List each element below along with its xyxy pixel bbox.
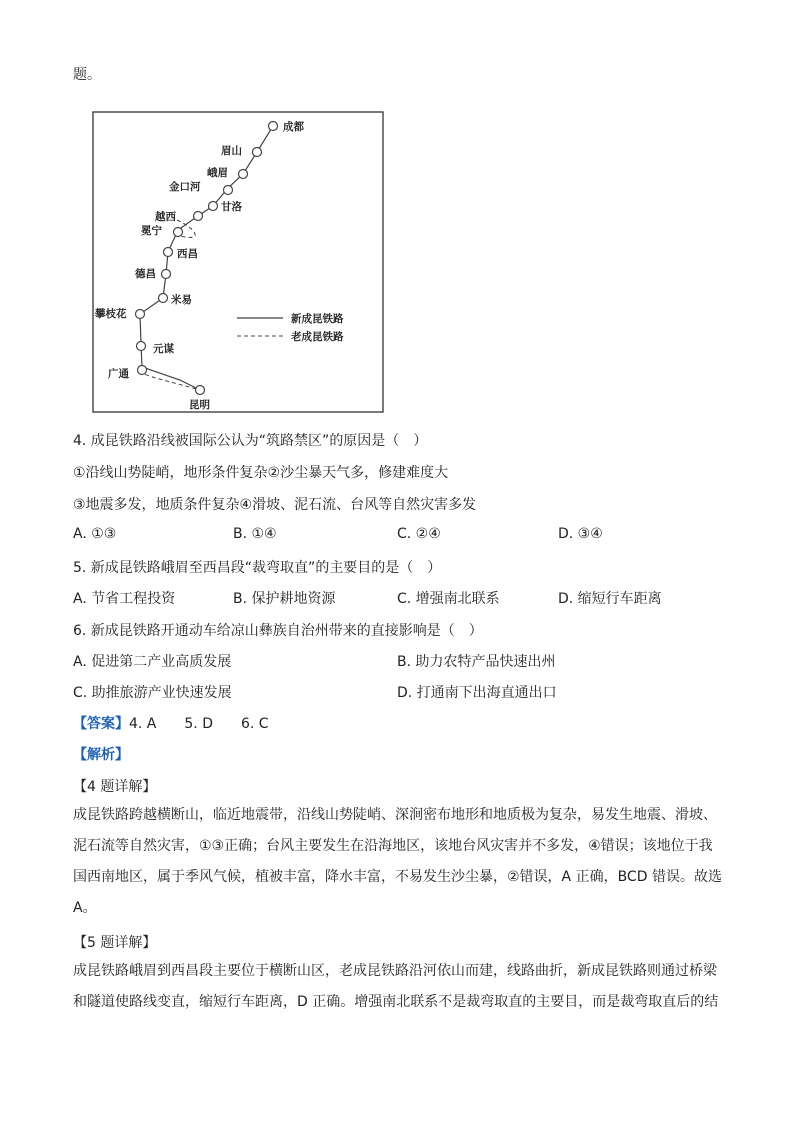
q5-option-a: A. 节省工程投资 xyxy=(73,591,176,607)
q6-option-a: A. 促进第二产业高质发展 xyxy=(73,654,232,670)
detail5-title: 【5 题详解】 xyxy=(73,935,157,951)
svg-text:眉山: 眉山 xyxy=(221,145,242,157)
svg-text:冕宁: 冕宁 xyxy=(141,225,162,237)
q6-option-c: C. 助推旅游产业快速发展 xyxy=(73,685,232,701)
svg-text:昆明: 昆明 xyxy=(189,399,210,411)
svg-text:越西: 越西 xyxy=(155,211,176,223)
q5-option-c: C. 增强南北联系 xyxy=(397,591,500,607)
svg-text:广通: 广通 xyxy=(108,368,129,380)
q5-option-b: B. 保护耕地资源 xyxy=(233,591,336,607)
q6-option-d: D. 打通南下出海直通出口 xyxy=(397,685,557,701)
analysis-label: 【解析】 xyxy=(73,747,129,763)
detail4-title: 【4 题详解】 xyxy=(73,779,157,795)
detail5-body: 成昆铁路峨眉到西昌段主要位于横断山区，老成昆铁路沿河依山而建，线路曲折，新成昆铁路则通过桥梁和隧道使路线变直，缩短行车距离，D 正确。增强南北联系不是裁弯取直的主要目，而是裁弯取直后的结 xyxy=(73,963,719,1010)
svg-text:金口河: 金口河 xyxy=(169,181,201,193)
answer-line xyxy=(73,713,269,733)
answer-text: 4. A 5. D 6. C xyxy=(129,716,269,732)
q5-stem: 5. 新成昆铁路峨眉至西昌段“裁弯取直”的主要目的是（ ） xyxy=(73,560,442,576)
q4-option-b: B. ①④ xyxy=(233,526,277,542)
detail4-body: 成昆铁路跨越横断山，临近地震带，沿线山势陡峭、深涧密布地形和地质极为复杂，易发生地震、滑坡、泥石流等自然灾害，①③正确；台风主要发生在沿海地区，该地台风灾害并不多发，④错误；该地位于我国西南地区，属于季风气候，植被丰富，降水丰富，不易发生沙尘暴，②错误，A 正确，BCD 错误。故选 A。 xyxy=(73,807,722,916)
svg-text:元谋: 元谋 xyxy=(153,343,174,355)
q4-statements-1: ①沿线山势陡峭，地形条件复杂②沙尘暴天气多，修建难度大 xyxy=(73,465,449,481)
station-emei xyxy=(207,166,248,179)
svg-text:米易: 米易 xyxy=(171,294,192,306)
q5-option-d: D. 缩短行车距离 xyxy=(558,591,662,607)
svg-text:西昌: 西昌 xyxy=(177,248,198,260)
svg-text:甘洛: 甘洛 xyxy=(221,201,242,213)
legend-new: 新成昆铁路 xyxy=(291,313,344,325)
q6-option-b: B. 助力农特产品快速出州 xyxy=(397,654,556,670)
legend-old: 老成昆铁路 xyxy=(291,331,344,343)
station-guangtong xyxy=(108,366,147,381)
svg-text:成都: 成都 xyxy=(283,121,304,133)
map-legend xyxy=(237,312,344,343)
station-yuanmou xyxy=(137,342,175,356)
station-mianning xyxy=(141,224,183,237)
q6-stem: 6. 新成昆铁路开通动车给凉山彝族自治州带来的直接影响是（ ） xyxy=(73,623,483,639)
svg-text:攀枝花: 攀枝花 xyxy=(95,308,127,320)
station-panzhihua xyxy=(94,307,145,320)
station-dechang xyxy=(135,267,171,280)
q4-option-a: A. ①③ xyxy=(73,526,117,542)
q4-stem: 4. 成昆铁路沿线被国际公认为“筑路禁区”的原因是（ ） xyxy=(73,433,428,449)
station-xichang xyxy=(164,247,199,260)
map-frame xyxy=(93,112,383,412)
svg-text:峨眉: 峨眉 xyxy=(207,167,228,179)
q4-option-c: C. ②④ xyxy=(397,526,441,542)
station-jinkouhe xyxy=(169,180,233,195)
q4-option-d: D. ③④ xyxy=(558,526,603,542)
station-meishan xyxy=(221,144,262,157)
station-ganluo xyxy=(209,200,243,213)
top-fragment: 题。 xyxy=(73,67,101,83)
q4-statements-2: ③地震多发，地质条件复杂④滑坡、泥石流、台风等自然灾害多发 xyxy=(73,497,477,513)
svg-text:德昌: 德昌 xyxy=(135,268,156,280)
station-chengdu xyxy=(269,120,305,133)
railway-map xyxy=(85,110,385,416)
station-miyi xyxy=(159,293,193,306)
answer-label: 【答案】 xyxy=(73,716,129,732)
station-kunming xyxy=(189,386,210,412)
